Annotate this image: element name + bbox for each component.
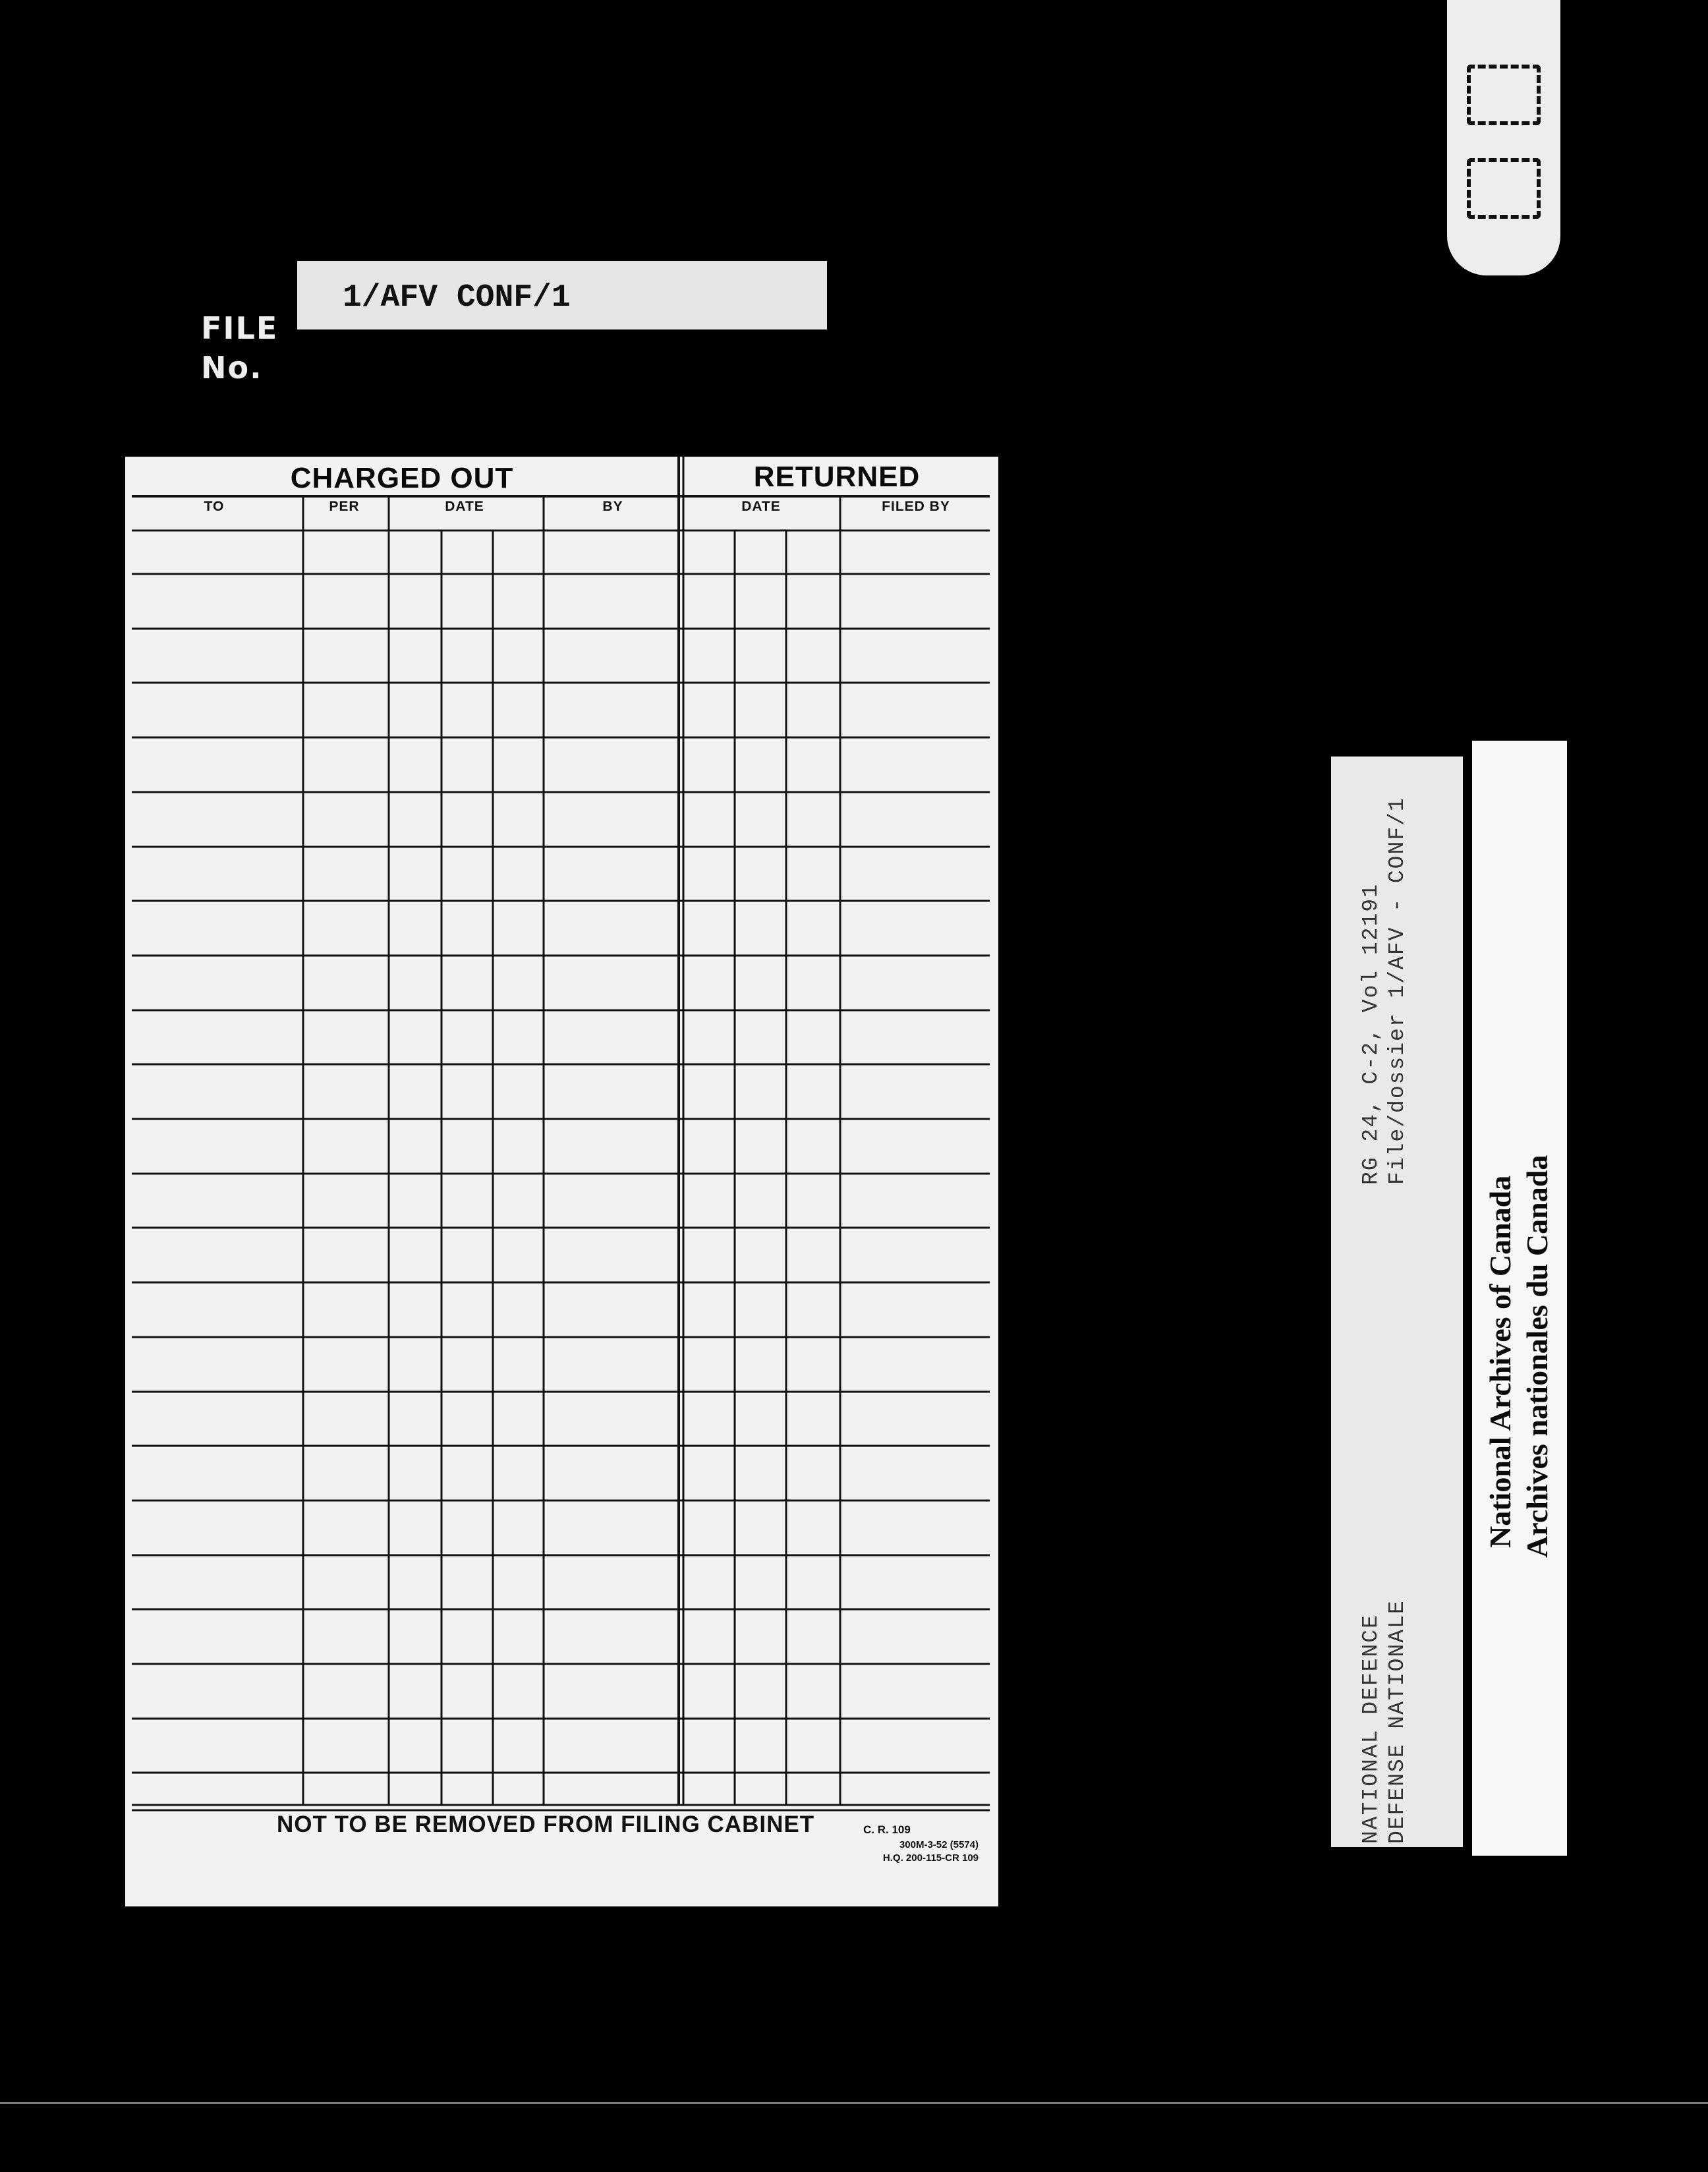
returned-heading: RETURNED <box>753 461 921 493</box>
column-header-by: BY <box>602 499 623 514</box>
column-header-to: TO <box>204 499 225 514</box>
frame-counter-digit <box>1467 65 1541 125</box>
charge-out-card <box>125 457 998 1906</box>
reference-line1: RG 24, C-2, Vol 12191 <box>1359 883 1383 1185</box>
hq-code: H.Q. 200-115-CR 109 <box>882 1852 979 1864</box>
footer-warning: NOT TO BE REMOVED FROM FILING CABINET <box>277 1812 815 1837</box>
department-line2: DEFENSE NATIONALE <box>1385 1599 1409 1844</box>
department-line1: NATIONAL DEFENCE <box>1359 1614 1383 1844</box>
charged-out-heading: CHARGED OUT <box>290 462 514 494</box>
frame-counter-tab <box>1447 0 1560 275</box>
archives-label-french: Archives nationales du Canada <box>1520 1155 1554 1558</box>
column-header-date: DATE <box>445 499 484 514</box>
archives-label-english: National Archives of Canada <box>1483 1175 1517 1548</box>
file-label-line2: No. <box>201 350 263 386</box>
column-header-returned-date: DATE <box>741 499 781 514</box>
reference-line2: File/dossier 1/AFV - CONF/1 <box>1385 797 1409 1185</box>
archive-reference-stamp <box>1331 757 1463 1847</box>
print-code: 300M-3-52 (5574) <box>899 1839 979 1850</box>
column-header-per: PER <box>329 499 360 514</box>
file-number-value: 1/AFV CONF/1 <box>343 280 571 316</box>
form-code-text: C. R. 109 <box>863 1823 911 1836</box>
column-header-filed-by: FILED BY <box>882 499 950 514</box>
scan-edge-line <box>0 2102 1708 2104</box>
form-grid <box>125 457 998 1906</box>
file-label-line1: FILE <box>201 310 279 346</box>
frame-counter-digit <box>1467 158 1541 219</box>
national-archives-label <box>1472 741 1567 1856</box>
file-number-label <box>201 308 278 387</box>
